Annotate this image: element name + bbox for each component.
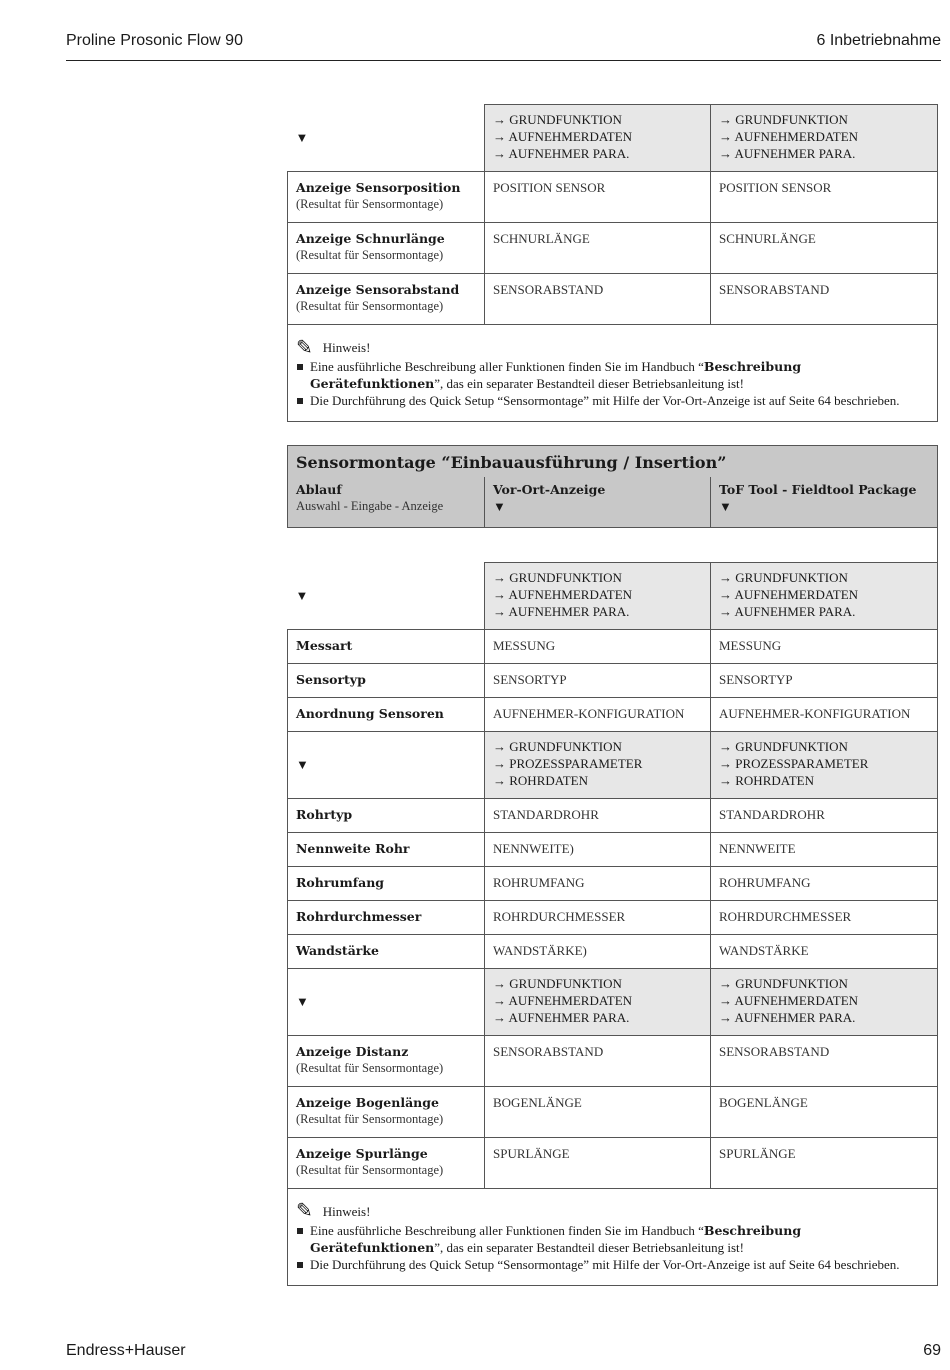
nav-step: ROHRDATEN [735,772,814,788]
down-arrow-icon: ▼ [295,130,309,146]
down-arrow-icon: ▼ [493,499,506,514]
display-value: SPURLÄNGE [485,1137,711,1188]
col-head-local-display: Vor-Ort-Anzeige [493,482,606,497]
right-arrow-icon: → [719,975,732,991]
display-value: SCHNURLÄNGE [485,223,711,274]
nav-step: GRUNDFUNKTION [509,738,622,754]
nav-path-cell [485,105,711,172]
right-arrow-icon: → [719,738,732,754]
nav-step: AUFNEHMER PARA. [734,1009,856,1025]
hint-bullet: Die Durchführung des Quick Setup “Sensormontage” mit Hilfe der Vor-Ort-Anzeige ist auf Seite 64 beschrieben. [296,392,929,409]
nav-arrow-cell [288,968,485,1035]
nav-arrow-cell [288,731,485,798]
down-arrow-icon: ▼ [295,587,309,603]
nav-step: ROHRDATEN [509,772,588,788]
nav-step: AUFNEHMERDATEN [508,992,633,1008]
tof-value: SENSORTYP [711,663,938,697]
tof-value: AUFNEHMER-KONFIGURATION [711,697,938,731]
nav-path-cell [711,562,938,629]
tof-value: SENSORABSTAND [711,274,938,325]
down-arrow-icon: ▼ [719,499,732,514]
nav-arrow-cell [288,105,485,172]
display-value: BOGENLÄNGE [485,1086,711,1137]
display-value: ROHRUMFANG [485,866,711,900]
nav-step: AUFNEHMERDATEN [508,129,633,144]
tof-value: NENNWEITE [711,832,938,866]
nav-step: GRUNDFUNKTION [509,569,622,585]
header-rule [66,60,941,61]
nav-step: PROZESSPARAMETER [735,755,869,771]
tof-value: SENSORABSTAND [711,1035,938,1086]
right-arrow-icon: → [719,112,732,127]
nav-step: GRUNDFUNKTION [509,975,622,991]
display-value: SENSORABSTAND [485,274,711,325]
right-arrow-icon: → [719,603,732,619]
section-title: Sensormontage “Einbauausführung / Insertion” [288,446,938,478]
nav-arrow-cell [288,562,485,629]
nav-path-cell [711,731,938,798]
table-row [288,900,938,934]
display-value: POSITION SENSOR [485,172,711,223]
table-row [288,223,938,274]
table-row [288,798,938,832]
col-head-tof-tool: ToF Tool - Fieldtool Package [719,482,917,497]
display-value: AUFNEHMER-KONFIGURATION [485,697,711,731]
right-arrow-icon: → [719,992,732,1008]
display-value: WANDSTÄRKE) [485,934,711,968]
right-arrow-icon: → [719,586,732,602]
row-label: Nennweite Rohr [288,832,485,866]
spacer-row [288,527,938,562]
table-sensor-installation-insertion [287,445,938,1286]
page-header-chapter: 6 Inbetriebnahme [816,32,941,49]
table-row [288,1086,938,1137]
display-value: MESSUNG [485,629,711,663]
manual-reference: Beschreibung Gerätefunktionen [310,1222,802,1255]
nav-step: AUFNEHMERDATEN [508,586,633,602]
right-arrow-icon: → [493,975,506,991]
nav-path-cell [485,968,711,1035]
right-arrow-icon: → [493,586,506,602]
nav-step: AUFNEHMER PARA. [508,1009,630,1025]
nav-step: AUFNEHMERDATEN [734,586,859,602]
nav-path-cell [485,562,711,629]
table-row [288,934,938,968]
right-arrow-icon: → [719,755,732,771]
nav-path-cell [711,968,938,1035]
manual-reference: Beschreibung Gerätefunktionen [310,359,802,391]
nav-step: GRUNDFUNKTION [735,975,848,991]
display-value: STANDARDROHR [485,798,711,832]
row-label: Sensortyp [288,663,485,697]
row-sublabel: (Resultat für Sensormontage) [296,1060,444,1075]
hint-text: ”, das ein separater Bestandteil dieser Betriebsanleitung ist! [434,376,744,391]
tof-value: SPURLÄNGE [711,1137,938,1188]
row-sublabel: (Resultat für Sensormontage) [296,197,444,211]
right-arrow-icon: → [719,129,732,144]
row-label: Anordnung Sensoren [288,697,485,731]
tof-value: BOGENLÄNGE [711,1086,938,1137]
table-row [288,663,938,697]
hint-row [288,1188,938,1285]
hint-title: Hinweis! [322,340,371,355]
row-sublabel: (Resultat für Sensormontage) [296,248,444,262]
row-sublabel: (Resultat für Sensormontage) [296,1162,444,1177]
tof-value: SCHNURLÄNGE [711,223,938,274]
table-row [288,866,938,900]
row-label: Anzeige Sensorposition [296,180,461,195]
table-row [288,1137,938,1188]
nav-step: AUFNEHMER PARA. [508,603,630,619]
tof-value: WANDSTÄRKE [711,934,938,968]
pencil-icon: ✎ [296,336,313,359]
hint-bullet [296,358,929,392]
nav-path-cell [711,105,938,172]
row-label: Anzeige Bogenlänge [296,1094,439,1110]
table-row [288,629,938,663]
nav-step: AUFNEHMER PARA. [734,146,856,161]
nav-row [288,968,938,1035]
table-row [288,274,938,325]
nav-step: PROZESSPARAMETER [509,755,643,771]
right-arrow-icon: → [719,146,732,161]
row-label: Rohrtyp [288,798,485,832]
right-arrow-icon: → [719,569,732,585]
right-arrow-icon: → [493,569,506,585]
table-row [288,1035,938,1086]
nav-step: AUFNEHMER PARA. [734,603,856,619]
col-head-procedure: Ablauf [296,482,342,497]
table-row [288,697,938,731]
hint-title: Hinweis! [322,1203,371,1219]
nav-step: AUFNEHMERDATEN [734,992,859,1008]
display-value: ROHRDURCHMESSER [485,900,711,934]
hint-text: Eine ausführliche Beschreibung aller Funktionen finden Sie im Handbuch “ [310,359,704,374]
nav-step: AUFNEHMER PARA. [508,146,630,161]
tof-value: POSITION SENSOR [711,172,938,223]
row-label: Anzeige Spurlänge [296,1145,428,1161]
table-sensor-results [287,104,938,422]
section-title-row [288,446,938,478]
down-arrow-icon: ▼ [296,994,309,1009]
right-arrow-icon: → [493,146,506,161]
company-name: Endress+Hauser [66,1342,186,1359]
row-label: Messart [288,629,485,663]
right-arrow-icon: → [493,1009,506,1025]
right-arrow-icon: → [493,755,506,771]
hint-row [288,325,938,422]
nav-step: GRUNDFUNKTION [735,112,848,127]
right-arrow-icon: → [493,112,506,127]
right-arrow-icon: → [493,992,506,1008]
nav-step: GRUNDFUNKTION [509,112,622,127]
right-arrow-icon: → [493,129,506,144]
row-label: Rohrdurchmesser [288,900,485,934]
pencil-icon: ✎ [296,1200,313,1222]
nav-path-cell [485,731,711,798]
tof-value: ROHRUMFANG [711,866,938,900]
row-sublabel: (Resultat für Sensormontage) [296,1111,444,1126]
right-arrow-icon: → [493,772,506,788]
display-value: SENSORTYP [485,663,711,697]
nav-row [288,105,938,172]
nav-row [288,562,938,629]
row-label: Wandstärke [288,934,485,968]
row-label: Anzeige Sensorabstand [296,282,460,297]
nav-step: GRUNDFUNKTION [735,569,848,585]
row-sublabel: (Resultat für Sensormontage) [296,299,444,313]
display-value: NENNWEITE) [485,832,711,866]
column-header-row [288,477,938,527]
tof-value: MESSUNG [711,629,938,663]
table-row [288,172,938,223]
display-value: SENSORABSTAND [485,1035,711,1086]
row-label: Rohrumfang [288,866,485,900]
tof-value: STANDARDROHR [711,798,938,832]
nav-step: AUFNEHMERDATEN [734,129,859,144]
right-arrow-icon: → [493,738,506,754]
hint-text: Eine ausführliche Beschreibung aller Funktionen finden Sie im Handbuch “ [310,1222,704,1238]
row-label: Anzeige Schnurlänge [296,231,445,246]
right-arrow-icon: → [493,603,506,619]
right-arrow-icon: → [719,772,732,788]
tof-value: ROHRDURCHMESSER [711,900,938,934]
col-head-procedure-sub: Auswahl - Eingabe - Anzeige [296,499,444,513]
nav-step: GRUNDFUNKTION [735,738,848,754]
page-number: 69 [923,1342,941,1359]
hint-text: ”, das ein separater Bestandteil dieser Betriebsanleitung ist! [434,1239,744,1255]
nav-row [288,731,938,798]
page-header-title: Proline Prosonic Flow 90 [66,32,243,49]
hint-bullet [296,1222,929,1256]
hint-bullet: Die Durchführung des Quick Setup “Sensormontage” mit Hilfe der Vor-Ort-Anzeige ist auf Seite 64 beschrieben. [296,1256,929,1273]
table-row [288,832,938,866]
down-arrow-icon: ▼ [296,757,309,772]
row-label: Anzeige Distanz [296,1043,409,1059]
right-arrow-icon: → [719,1009,732,1025]
